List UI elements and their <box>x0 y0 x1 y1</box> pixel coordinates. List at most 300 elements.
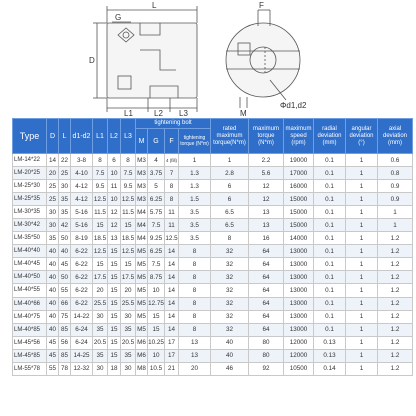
col-L1: L1 <box>93 119 108 154</box>
cell-M: M4 <box>136 219 148 232</box>
label-G: G <box>115 13 122 22</box>
cell-d: 14-22 <box>71 310 93 323</box>
cell-speed: 15000 <box>284 206 314 219</box>
cell-M: M5 <box>136 310 148 323</box>
cell-angular: 1 <box>346 297 378 310</box>
cell-L: 56 <box>59 336 71 349</box>
cell-F: 14 <box>165 310 179 323</box>
cell-torque: 1.3 <box>179 180 211 193</box>
cell-type: LM-30*35 <box>13 206 47 219</box>
cell-F: 14 <box>165 245 179 258</box>
table-row <box>13 284 413 297</box>
table-row <box>13 180 413 193</box>
cell-angular: 1 <box>346 167 378 180</box>
cell-D: 14 <box>47 154 59 167</box>
cell-L2: 15 <box>108 336 121 349</box>
cell-radial: 0.13 <box>314 349 346 362</box>
cell-L1: 25.5 <box>93 297 108 310</box>
cell-torque: 8 <box>179 297 211 310</box>
table-row <box>13 193 413 206</box>
cell-F: 14 <box>165 297 179 310</box>
cell-speed: 12000 <box>284 336 314 349</box>
cell-max: 12 <box>249 193 284 206</box>
cell-type: LM-40*75 <box>13 310 47 323</box>
cell-L1: 15 <box>93 219 108 232</box>
cell-L3: 12.5 <box>121 245 136 258</box>
cell-G: 3.75 <box>148 167 165 180</box>
label-L2: L2 <box>154 109 163 118</box>
cell-d: 12-32 <box>71 362 93 375</box>
cell-radial: 0.1 <box>314 284 346 297</box>
cell-type: LM-45*56 <box>13 336 47 349</box>
col-tightening-torque: tightening torque (N*m) <box>179 129 211 154</box>
col-G: G <box>148 129 165 154</box>
table-row <box>13 271 413 284</box>
cell-axial: 0.6 <box>378 154 413 167</box>
cell-L2: 15 <box>108 323 121 336</box>
cell-L: 25 <box>59 167 71 180</box>
cell-d: 4-10 <box>71 167 93 180</box>
cell-L2: 15 <box>108 349 121 362</box>
cell-rated: 6.5 <box>211 219 249 232</box>
cell-D: 40 <box>47 297 59 310</box>
cell-L3: 35 <box>121 323 136 336</box>
cell-torque: 3.5 <box>179 232 211 245</box>
col-F: F <box>165 129 179 154</box>
cell-max: 64 <box>249 297 284 310</box>
col-max-torque: maximum torque (N*m) <box>249 119 284 154</box>
cell-L1: 17.5 <box>93 271 108 284</box>
cell-axial: 0.9 <box>378 193 413 206</box>
cell-L1: 20.5 <box>93 336 108 349</box>
cell-speed: 14000 <box>284 232 314 245</box>
col-angular: angular deviation (°) <box>346 119 378 154</box>
cell-G: 8.75 <box>148 271 165 284</box>
cell-max: 64 <box>249 271 284 284</box>
cell-L3: 35 <box>121 349 136 362</box>
cell-L3: 12.5 <box>121 193 136 206</box>
cell-M: M3 <box>136 167 148 180</box>
cell-L1: 30 <box>93 362 108 375</box>
cell-rated: 6 <box>211 193 249 206</box>
cell-torque: 13 <box>179 349 211 362</box>
cell-G: 12.75 <box>148 297 165 310</box>
cell-d: 6-24 <box>71 336 93 349</box>
label-L: L <box>152 1 157 10</box>
cell-L2: 10 <box>108 193 121 206</box>
cell-D: 55 <box>47 362 59 375</box>
cell-torque: 8 <box>179 245 211 258</box>
cell-torque: 13 <box>179 336 211 349</box>
table-row <box>13 154 413 167</box>
cell-F: 12.5 <box>165 232 179 245</box>
cell-L3: 11.5 <box>121 206 136 219</box>
cell-torque: 8 <box>179 258 211 271</box>
table-row <box>13 310 413 323</box>
cell-M: M5 <box>136 258 148 271</box>
table-row <box>13 232 413 245</box>
table-row <box>13 245 413 258</box>
cell-L3: 25.5 <box>121 297 136 310</box>
cell-angular: 1 <box>346 193 378 206</box>
table-row <box>13 336 413 349</box>
table-row <box>13 297 413 310</box>
cell-L1: 12.5 <box>93 245 108 258</box>
cell-speed: 15000 <box>284 219 314 232</box>
cell-M: M3 <box>136 180 148 193</box>
cell-G: 10.25 <box>148 336 165 349</box>
cell-type: LM-20*25 <box>13 167 47 180</box>
cell-d: 6-22 <box>71 245 93 258</box>
cell-L1: 7.5 <box>93 167 108 180</box>
cell-torque: 8 <box>179 271 211 284</box>
cell-G: 5 <box>148 180 165 193</box>
table-row <box>13 219 413 232</box>
cell-type: LM-45*85 <box>13 349 47 362</box>
cell-axial: 0.8 <box>378 167 413 180</box>
coupling-end-view <box>226 23 300 97</box>
cell-L2: 15 <box>108 245 121 258</box>
label-D: D <box>89 56 95 65</box>
cell-torque: 8 <box>179 323 211 336</box>
cell-max: 13 <box>249 206 284 219</box>
cell-speed: 13000 <box>284 297 314 310</box>
cell-max: 13 <box>249 219 284 232</box>
cell-radial: 0.1 <box>314 258 346 271</box>
cell-D: 40 <box>47 245 59 258</box>
cell-type: LM-40*40 <box>13 245 47 258</box>
cell-radial: 0.1 <box>314 180 346 193</box>
cell-angular: 1 <box>346 258 378 271</box>
cell-M: M5 <box>136 323 148 336</box>
cell-axial: 1.2 <box>378 284 413 297</box>
cell-D: 25 <box>47 193 59 206</box>
cell-speed: 13000 <box>284 323 314 336</box>
cell-G: 10.5 <box>148 362 165 375</box>
cell-angular: 1 <box>346 245 378 258</box>
cell-max: 16 <box>249 232 284 245</box>
cell-L1: 8 <box>93 154 108 167</box>
cell-rated: 40 <box>211 349 249 362</box>
cell-L: 50 <box>59 271 71 284</box>
cell-radial: 0.14 <box>314 362 346 375</box>
cell-speed: 12000 <box>284 349 314 362</box>
cell-d: 5-16 <box>71 219 93 232</box>
spec-body <box>13 154 413 376</box>
cell-type: LM-30*42 <box>13 219 47 232</box>
cell-M: M5 <box>136 284 148 297</box>
cell-G: 6.25 <box>148 245 165 258</box>
cell-d: 6-22 <box>71 297 93 310</box>
col-D: D <box>47 119 59 154</box>
cell-L2: 6 <box>108 154 121 167</box>
cell-L2: 15 <box>108 310 121 323</box>
cell-L1: 12.5 <box>93 193 108 206</box>
cell-d: 6-22 <box>71 258 93 271</box>
cell-L2: 13 <box>108 232 121 245</box>
cell-type: LM-35*50 <box>13 232 47 245</box>
cell-radial: 0.1 <box>314 323 346 336</box>
cell-D: 40 <box>47 284 59 297</box>
cell-L1: 9.5 <box>93 180 108 193</box>
cell-L: 85 <box>59 349 71 362</box>
cell-L2: 18 <box>108 362 121 375</box>
cell-L3: 15 <box>121 258 136 271</box>
cell-L: 78 <box>59 362 71 375</box>
cell-d: 5-16 <box>71 206 93 219</box>
col-rated-torque: rated maximum torque(N*m) <box>211 119 249 154</box>
cell-angular: 1 <box>346 310 378 323</box>
cell-F: 21 <box>165 362 179 375</box>
cell-torque: 1.3 <box>179 167 211 180</box>
cell-M: M5 <box>136 245 148 258</box>
cell-axial: 1.2 <box>378 258 413 271</box>
cell-M: M3 <box>136 193 148 206</box>
cell-L: 45 <box>59 258 71 271</box>
cell-max: 64 <box>249 245 284 258</box>
cell-axial: 1.2 <box>378 245 413 258</box>
cell-axial: 1.2 <box>378 310 413 323</box>
cell-type: LM-14*22 <box>13 154 47 167</box>
cell-angular: 1 <box>346 180 378 193</box>
cell-speed: 10500 <box>284 362 314 375</box>
cell-G: 7.5 <box>148 258 165 271</box>
label-L3: L3 <box>179 109 188 118</box>
cell-speed: 16000 <box>284 180 314 193</box>
cell-axial: 1.2 <box>378 336 413 349</box>
cell-type: LM-25*30 <box>13 180 47 193</box>
cell-angular: 1 <box>346 349 378 362</box>
cell-F: 8 <box>165 180 179 193</box>
cell-rated: 32 <box>211 245 249 258</box>
cell-angular: 1 <box>346 219 378 232</box>
cell-L2: 15 <box>108 297 121 310</box>
col-L2: L2 <box>108 119 121 154</box>
cell-axial: 1 <box>378 206 413 219</box>
cell-rated: 32 <box>211 271 249 284</box>
cell-angular: 1 <box>346 206 378 219</box>
spec-table <box>12 118 413 376</box>
cell-G: 15 <box>148 323 165 336</box>
cell-D: 40 <box>47 310 59 323</box>
cell-L: 35 <box>59 193 71 206</box>
cell-max: 2.2 <box>249 154 284 167</box>
cell-speed: 13000 <box>284 284 314 297</box>
cell-F: 4 (fill) <box>165 154 179 167</box>
cell-speed: 19000 <box>284 154 314 167</box>
cell-max: 12 <box>249 180 284 193</box>
cell-F: 14 <box>165 271 179 284</box>
cell-d: 6-22 <box>71 271 93 284</box>
cell-L3: 15 <box>121 219 136 232</box>
cell-max: 80 <box>249 349 284 362</box>
cell-axial: 1 <box>378 219 413 232</box>
cell-L1: 35 <box>93 349 108 362</box>
cell-speed: 13000 <box>284 258 314 271</box>
cell-axial: 1.2 <box>378 271 413 284</box>
cell-axial: 1.2 <box>378 297 413 310</box>
cell-G: 7.5 <box>148 219 165 232</box>
cell-M: M5 <box>136 271 148 284</box>
cell-G: 10 <box>148 349 165 362</box>
cell-L3: 30 <box>121 362 136 375</box>
cell-radial: 0.1 <box>314 193 346 206</box>
cell-rated: 40 <box>211 336 249 349</box>
cell-radial: 0.13 <box>314 336 346 349</box>
cell-G: 10 <box>148 284 165 297</box>
label-L1: L1 <box>124 109 133 118</box>
table-row <box>13 323 413 336</box>
cell-torque: 1 <box>179 154 211 167</box>
cell-torque: 20 <box>179 362 211 375</box>
cell-F: 14 <box>165 258 179 271</box>
cell-L3: 7.5 <box>121 167 136 180</box>
cell-rated: 46 <box>211 362 249 375</box>
cell-L: 22 <box>59 154 71 167</box>
cell-L1: 35 <box>93 323 108 336</box>
table-row <box>13 362 413 375</box>
coupling-side-view <box>107 23 197 98</box>
cell-d: 8-19 <box>71 232 93 245</box>
col-type: Type <box>13 119 47 154</box>
cell-axial: 1.2 <box>378 323 413 336</box>
col-L: L <box>59 119 71 154</box>
col-radial: radial deviation (mm) <box>314 119 346 154</box>
cell-angular: 1 <box>346 323 378 336</box>
cell-rated: 2.8 <box>211 167 249 180</box>
cell-L3: 30 <box>121 310 136 323</box>
cell-angular: 1 <box>346 362 378 375</box>
cell-axial: 1.2 <box>378 349 413 362</box>
cell-L1: 30 <box>93 310 108 323</box>
cell-G: 6.25 <box>148 193 165 206</box>
cell-max: 92 <box>249 362 284 375</box>
cell-L2: 15 <box>108 284 121 297</box>
table-row <box>13 167 413 180</box>
cell-angular: 1 <box>346 232 378 245</box>
cell-speed: 17000 <box>284 167 314 180</box>
cell-type: LM-55*78 <box>13 362 47 375</box>
cell-L: 42 <box>59 219 71 232</box>
cell-d: 14-25 <box>71 349 93 362</box>
cell-L: 35 <box>59 206 71 219</box>
cell-max: 5.6 <box>249 167 284 180</box>
cell-M: M6 <box>136 349 148 362</box>
cell-radial: 0.1 <box>314 219 346 232</box>
cell-radial: 0.1 <box>314 310 346 323</box>
cell-speed: 13000 <box>284 245 314 258</box>
cell-M: M8 <box>136 362 148 375</box>
table-row <box>13 258 413 271</box>
cell-torque: 8 <box>179 284 211 297</box>
cell-axial: 0.9 <box>378 180 413 193</box>
cell-M: M5 <box>136 297 148 310</box>
cell-L3: 8 <box>121 154 136 167</box>
cell-torque: 8 <box>179 310 211 323</box>
cell-L3: 20.5 <box>121 336 136 349</box>
cell-type: LM-40*45 <box>13 258 47 271</box>
cell-D: 45 <box>47 349 59 362</box>
cell-L3: 18.5 <box>121 232 136 245</box>
cell-M: M4 <box>136 206 148 219</box>
cell-torque: 3.5 <box>179 219 211 232</box>
cell-F: 11 <box>165 206 179 219</box>
cell-L2: 15 <box>108 271 121 284</box>
cell-D: 40 <box>47 258 59 271</box>
cell-D: 20 <box>47 167 59 180</box>
label-phi: Φd1,d2 <box>280 101 307 110</box>
label-F: F <box>259 1 264 10</box>
col-axial: axial deviation (mm) <box>378 119 413 154</box>
cell-type: LM-40*55 <box>13 284 47 297</box>
cell-d: 6-22 <box>71 284 93 297</box>
cell-angular: 1 <box>346 271 378 284</box>
cell-L3: 20 <box>121 284 136 297</box>
coupling-drawing <box>0 0 416 118</box>
cell-torque: 3.5 <box>179 206 211 219</box>
cell-L2: 15 <box>108 258 121 271</box>
cell-speed: 13000 <box>284 310 314 323</box>
cell-axial: 1.2 <box>378 232 413 245</box>
cell-D: 25 <box>47 180 59 193</box>
cell-L2: 12 <box>108 219 121 232</box>
cell-max: 64 <box>249 258 284 271</box>
cell-G: 9.25 <box>148 232 165 245</box>
cell-rated: 32 <box>211 310 249 323</box>
cell-D: 35 <box>47 232 59 245</box>
cell-angular: 1 <box>346 336 378 349</box>
cell-d: 3-8 <box>71 154 93 167</box>
cell-L: 55 <box>59 284 71 297</box>
cell-type: LM-25*35 <box>13 193 47 206</box>
cell-M: M4 <box>136 232 148 245</box>
cell-radial: 0.1 <box>314 232 346 245</box>
cell-rated: 1 <box>211 154 249 167</box>
cell-d: 6-24 <box>71 323 93 336</box>
cell-D: 40 <box>47 271 59 284</box>
cell-type: LM-40*66 <box>13 297 47 310</box>
cell-d: 4-12 <box>71 193 93 206</box>
cell-G: 5.75 <box>148 206 165 219</box>
cell-M: M3 <box>136 154 148 167</box>
cell-speed: 15000 <box>284 193 314 206</box>
cell-radial: 0.1 <box>314 271 346 284</box>
cell-L2: 12 <box>108 206 121 219</box>
cell-F: 14 <box>165 323 179 336</box>
label-M: M <box>240 109 247 118</box>
cell-F: 14 <box>165 284 179 297</box>
cell-rated: 32 <box>211 297 249 310</box>
cell-radial: 0.1 <box>314 154 346 167</box>
cell-angular: 1 <box>346 154 378 167</box>
cell-G: 4 <box>148 154 165 167</box>
cell-D: 30 <box>47 206 59 219</box>
col-d1d2: d1-d2 <box>71 119 93 154</box>
col-max-speed: maximum speed (rpm) <box>284 119 314 154</box>
cell-rated: 6 <box>211 180 249 193</box>
cell-radial: 0.1 <box>314 245 346 258</box>
cell-L1: 11.5 <box>93 206 108 219</box>
cell-L2: 10 <box>108 167 121 180</box>
cell-type: LM-40*85 <box>13 323 47 336</box>
cell-L: 75 <box>59 310 71 323</box>
cell-G: 15 <box>148 310 165 323</box>
cell-L1: 15 <box>93 258 108 271</box>
cell-L: 66 <box>59 297 71 310</box>
cell-rated: 8 <box>211 232 249 245</box>
col-tightening-bolt: tightening bolt <box>136 119 211 129</box>
cell-rated: 6.5 <box>211 206 249 219</box>
